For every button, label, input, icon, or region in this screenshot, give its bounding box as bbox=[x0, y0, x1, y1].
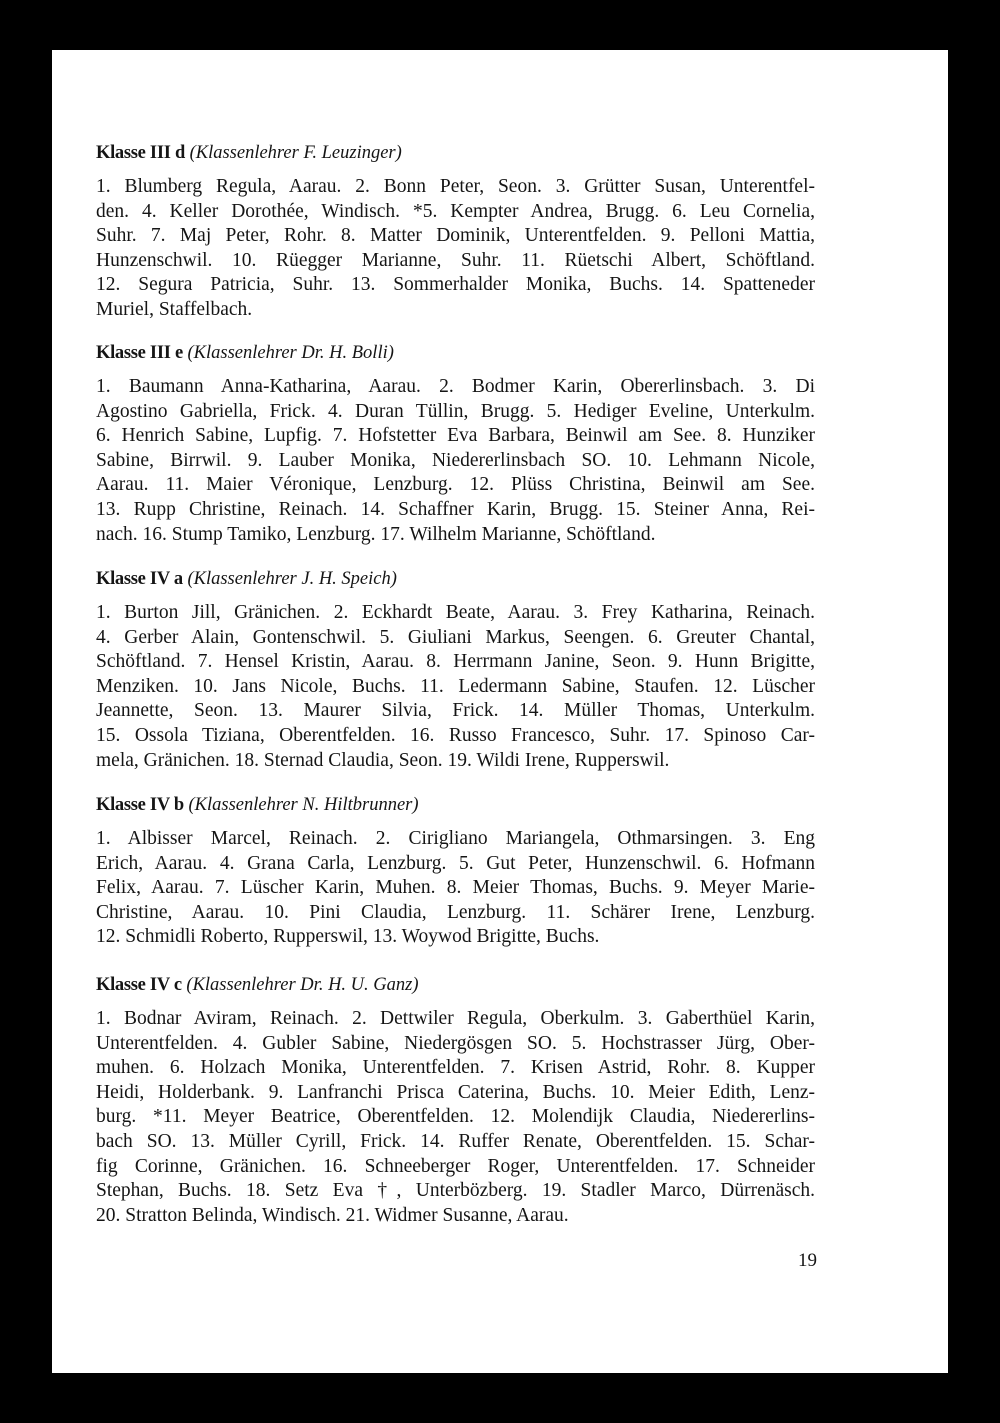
student-list-line: Stephan, Buchs. 18. Setz Eva †, Unterbözberg. 19. Stadler Marco, Dürrenäsch. bbox=[96, 1180, 815, 1202]
student-list-line: Aarau. 11. Maier Véronique, Lenzburg. 12. Plüss Christina, Beinwil am See. bbox=[96, 474, 815, 496]
student-list-line: fig Corinne, Gränichen. 16. Schneeberger Roger, Unterentfelden. 17. Schneider bbox=[96, 1155, 815, 1177]
document-page bbox=[52, 50, 948, 1373]
class-teacher: (Klassenlehrer F. Leuzinger) bbox=[189, 143, 402, 163]
student-list-line: 6. Henrich Sabine, Lupfig. 7. Hofstetter Eva Barbara, Beinwil am See. 8. Hunziker bbox=[96, 425, 815, 447]
student-list-line: Unterentfelden. 4. Gubler Sabine, Niedergösgen SO. 5. Hochstrasser Jürg, Ober- bbox=[96, 1032, 815, 1054]
class-teacher: (Klassenlehrer Dr. H. Bolli) bbox=[187, 343, 394, 363]
student-list-line: bach SO. 13. Müller Cyrill, Frick. 14. Ruffer Renate, Oberentfelden. 15. Schar- bbox=[96, 1130, 815, 1152]
class-heading bbox=[96, 566, 815, 592]
class-label: Klasse IV c bbox=[96, 975, 182, 995]
student-list-line: Sabine, Birrwil. 9. Lauber Monika, Niedererlinsbach SO. 10. Lehmann Nicole, bbox=[96, 449, 815, 471]
student-list-line: burg. *11. Meyer Beatrice, Oberentfelden. 12. Molendijk Claudia, Niedererlins- bbox=[96, 1106, 815, 1128]
student-list-line: mela, Gränichen. 18. Sternad Claudia, Seon. 19. Wildi Irene, Rupperswil. bbox=[96, 749, 670, 771]
student-list-line: nach. 16. Stump Tamiko, Lenzburg. 17. Wilhelm Marianne, Schöftland. bbox=[96, 523, 656, 545]
class-teacher: (Klassenlehrer J. H. Speich) bbox=[187, 569, 397, 589]
student-list-line: Schöftland. 7. Hensel Kristin, Aarau. 8. Herrmann Janine, Seon. 9. Hunn Brigitte, bbox=[96, 651, 815, 673]
student-list-line: 1. Blumberg Regula, Aarau. 2. Bonn Peter, Seon. 3. Grütter Susan, Unterentfel- bbox=[96, 176, 815, 197]
student-list-line: Muriel, Staffelbach. bbox=[96, 298, 253, 320]
student-list-line: Christine, Aarau. 10. Pini Claudia, Lenzburg. 11. Schärer Irene, Lenzburg. bbox=[96, 901, 815, 923]
class-label: Klasse IV b bbox=[96, 795, 184, 815]
student-list-line: Suhr. 7. Maj Peter, Rohr. 8. Matter Dominik, Unterentfelden. 9. Pelloni Mattia, bbox=[96, 225, 815, 247]
class-section bbox=[96, 140, 815, 323]
student-list-line: muhen. 6. Holzach Monika, Unterentfelden. 7. Krisen Astrid, Rohr. 8. Kupper bbox=[96, 1057, 815, 1079]
student-list-line: 1. Bodnar Aviram, Reinach. 2. Dettwiler Regula, Oberkulm. 3. Gaberthüel Karin, bbox=[96, 1008, 815, 1029]
student-list-line: Felix, Aarau. 7. Lüscher Karin, Muhen. 8. Meier Thomas, Buchs. 9. Meyer Marie- bbox=[96, 877, 815, 899]
student-list-line: Jeannette, Seon. 13. Maurer Silvia, Frick. 14. Müller Thomas, Unterkulm. bbox=[96, 700, 815, 722]
class-section bbox=[96, 792, 815, 950]
student-list-line: den. 4. Keller Dorothée, Windisch. *5. Kempter Andrea, Brugg. 6. Leu Cornelia, bbox=[96, 200, 815, 222]
class-heading bbox=[96, 140, 815, 166]
page-number: 19 bbox=[798, 1250, 817, 1271]
student-list-line: Erich, Aarau. 4. Grana Carla, Lenzburg. 5. Gut Peter, Hunzenschwil. 6. Hofmann bbox=[96, 852, 815, 874]
student-list-line: 1. Burton Jill, Gränichen. 2. Eckhardt Beate, Aarau. 3. Frey Katharina, Reinach. bbox=[96, 602, 815, 623]
student-list-line: 12. Segura Patricia, Suhr. 13. Sommerhalder Monika, Buchs. 14. Spatteneder bbox=[96, 274, 815, 296]
student-list-line: Heidi, Holderbank. 9. Lanfranchi Prisca Caterina, Buchs. 10. Meier Edith, Lenz- bbox=[96, 1081, 815, 1103]
class-heading bbox=[96, 340, 815, 366]
student-list-line: 1. Albisser Marcel, Reinach. 2. Cirigliano Mariangela, Othmarsingen. 3. Eng bbox=[96, 828, 815, 849]
class-section bbox=[96, 972, 815, 1228]
student-list-line: 15. Ossola Tiziana, Oberentfelden. 16. Russo Francesco, Suhr. 17. Spinoso Car- bbox=[96, 724, 815, 746]
class-label: Klasse IV a bbox=[96, 569, 183, 589]
student-list-line: 12. Schmidli Roberto, Rupperswil, 13. Woywod Brigitte, Buchs. bbox=[96, 926, 600, 948]
class-section bbox=[96, 340, 815, 547]
student-list-line: 13. Rupp Christine, Reinach. 14. Schaffner Karin, Brugg. 15. Steiner Anna, Rei- bbox=[96, 498, 815, 520]
student-list-line: Menziken. 10. Jans Nicole, Buchs. 11. Ledermann Sabine, Staufen. 12. Lüscher bbox=[96, 675, 815, 697]
class-heading bbox=[96, 972, 815, 998]
class-label: Klasse III e bbox=[96, 343, 183, 363]
class-heading bbox=[96, 792, 815, 818]
class-teacher: (Klassenlehrer N. Hiltbrunner) bbox=[188, 795, 419, 815]
student-list-line: Agostino Gabriella, Frick. 4. Duran Tüllin, Brugg. 5. Hediger Eveline, Unterkulm. bbox=[96, 400, 815, 422]
class-label: Klasse III d bbox=[96, 143, 185, 163]
student-list-line: 20. Stratton Belinda, Windisch. 21. Widmer Susanne, Aarau. bbox=[96, 1204, 569, 1226]
student-list-line: 1. Baumann Anna-Katharina, Aarau. 2. Bodmer Karin, Obererlinsbach. 3. Di bbox=[96, 376, 815, 397]
class-teacher: (Klassenlehrer Dr. H. U. Ganz) bbox=[186, 975, 419, 995]
student-list-line: 4. Gerber Alain, Gontenschwil. 5. Giuliani Markus, Seengen. 6. Greuter Chantal, bbox=[96, 626, 815, 648]
class-section bbox=[96, 566, 815, 773]
student-list-line: Hunzenschwil. 10. Rüegger Marianne, Suhr. 11. Rüetschi Albert, Schöftland. bbox=[96, 249, 815, 271]
